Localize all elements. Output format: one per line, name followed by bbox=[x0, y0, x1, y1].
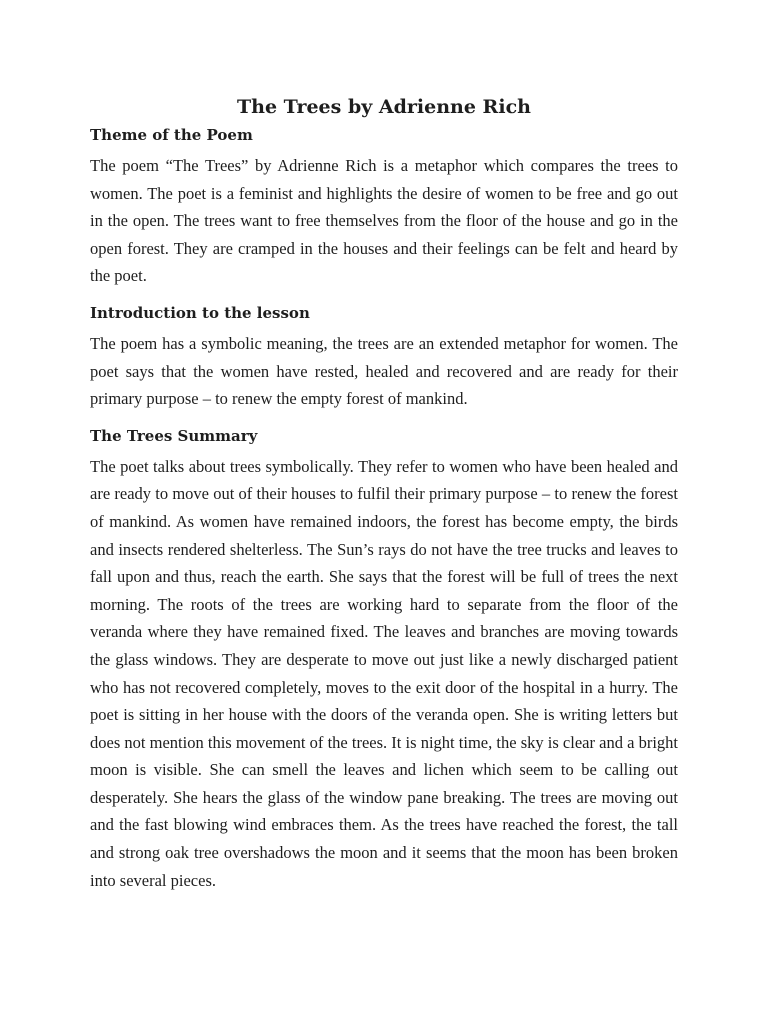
document-page bbox=[90, 94, 678, 894]
section-body-introduction: The poem has a symbolic meaning, the trees are an extended metaphor for women. The poet says that the women have rested, healed and recovered and are ready for their primary purpose – to renew the empty forest of mankind. bbox=[90, 333, 678, 409]
section-body-theme: The poem “The Trees” by Adrienne Rich is a metaphor which compares the trees to women. The poet is a feminist and highlights the desire of women to be free and go out in the open. The trees want to free themselves from the floor of the house and go in the open forest. They are cramped in the houses and their feelings can be felt and heard by the poet. bbox=[90, 156, 678, 286]
section-body-summary: The poet talks about trees symbolically. They refer to women who have been healed and are ready to move out of their houses to fulfil their primary purpose – to renew the forest of mankind. As women have remained indoors, the forest has become empty, the birds and insects rendered shelterless. The Sun’s rays do not have the tree trucks and leaves to fall upon and thus, reach the earth. She says that the forest will be full of trees the next morning. The roots of the trees are working hard to separate from the floor of the veranda where they have remained fixed. The leaves and branches are moving towards the glass windows. They are desperate to move out just like a newly discharged patient who has not recovered completely, moves to the exit door of the hospital in a hurry. The poet is sitting in her house with the doors of the veranda open. She is writing letters but does not mention this movement of the trees. It is night time, the sky is clear and a bright moon is visible. She can smell the leaves and lichen which seem to be calling out desperately. She hears the glass of the window pane breaking. The trees are moving out and the fast blowing wind embraces them. As the trees have reached the forest, the tall and strong oak tree overshadows the moon and it seems that the moon has been broken into several pieces. bbox=[90, 456, 678, 890]
document-title: The Trees by Adrienne Rich bbox=[237, 96, 531, 118]
section-heading-summary: The Trees Summary bbox=[90, 426, 258, 445]
section-heading-introduction: Introduction to the lesson bbox=[90, 303, 310, 322]
section-heading-theme: Theme of the Poem bbox=[90, 126, 253, 144]
